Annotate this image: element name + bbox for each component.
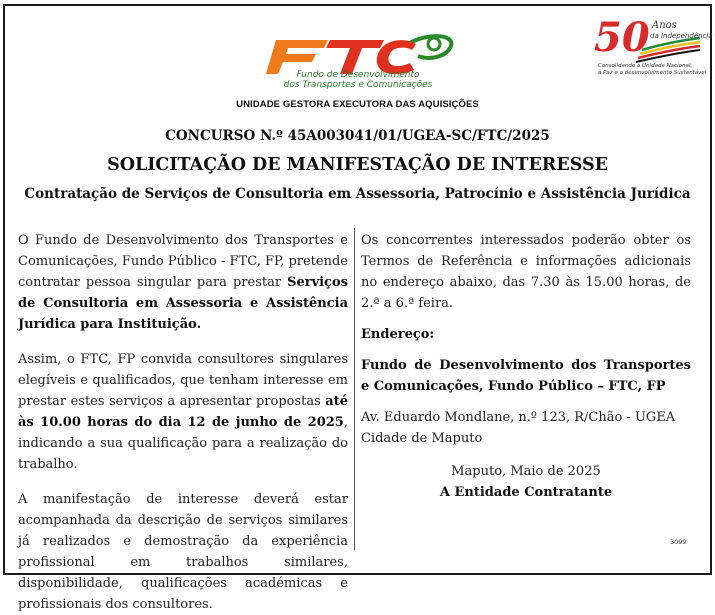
signature-line: A Entidade Contratante — [439, 485, 613, 500]
ftc-logo — [258, 30, 458, 100]
ftc-logo-subtitle — [258, 70, 458, 90]
address-line-1: Av. Eduardo Mondlane, n.º 123, R/Chão - UGEA — [361, 410, 676, 425]
address-block — [361, 407, 691, 449]
info-paragraph: Os concorrentes interessados poderão obter os Termos de Referência e informações adicionais no endereço abaixo, das 7.30 às 15.00 horas, de 2.ª a 6.ª feira. — [361, 233, 691, 311]
tender-number: CONCURSO N.º 45A003041/01/UGEA-SC/FTC/2025 — [165, 128, 550, 144]
left-column — [18, 230, 348, 615]
intro-bold-service: Serviços de Consultoria em Assessoria e Assistência Jurídica para Instituição. — [18, 275, 348, 332]
anniversary-anos: Anos — [652, 20, 677, 31]
ftc-subtitle-line2: dos Transportes e Comunicações — [283, 80, 433, 90]
anniversary-number: 50 — [594, 14, 650, 61]
entity-name: Fundo de Desenvolvimento dos Transportes e Comunicações, Fundo Público – FTC, FP — [361, 358, 691, 394]
place-date: Maputo, Maio de 2025 — [451, 464, 601, 479]
requirements-paragraph: A manifestação de interesse deverá estar acompanhada da descrição de serviços similares já realizados e demostração da experiência profissional em trabalhos similares, disponibilidade, qualificações académicas e profissionais dos consultores. — [18, 492, 348, 612]
right-column — [361, 230, 691, 503]
anniversary-logo — [592, 14, 713, 86]
anniversary-independencia: da Independência — [650, 32, 713, 40]
reference-code: 3099 — [670, 538, 687, 546]
invitation-paragraph — [18, 349, 348, 475]
invitation-tail: , indicando a sua qualificação para a realização do trabalho. — [18, 415, 348, 472]
page-title: SOLICITAÇÃO DE MANIFESTAÇÃO DE INTERESSE — [107, 155, 608, 175]
intro-paragraph — [18, 230, 348, 335]
ftc-subtitle-line1: Fundo de Desenvolvimento — [296, 70, 420, 80]
column-divider — [354, 228, 355, 550]
anniversary-tagline-1: Consolidando a Unidade Nacional, — [598, 63, 693, 69]
intro-text: O Fundo de Desenvolvimento dos Transportes e Comunicações, Fundo Público - FTC, FP, pretende contratar pessoa singular para prestar — [18, 233, 348, 290]
page-subtitle: Contratação de Serviços de Consultoria em Assessoria, Patrocínio e Assistência Jurídica — [24, 186, 691, 202]
managing-unit-heading: UNIDADE GESTORA EXECUTORA DAS AQUISIÇÕES — [236, 99, 479, 110]
anniversary-tagline-2: a Paz e o desenvolvimento Sustentável — [598, 70, 707, 76]
address-line-2: Cidade de Maputo — [361, 431, 483, 446]
invitation-text: Assim, o FTC, FP convida consultores singulares elegíveis e qualificados, que tenham interesse em prestar estes serviços a apresentar propostas — [18, 352, 348, 409]
address-label: Endereço: — [361, 327, 435, 342]
deadline-bold: até às 10.00 horas do dia 12 de junho de 2025 — [18, 394, 348, 430]
